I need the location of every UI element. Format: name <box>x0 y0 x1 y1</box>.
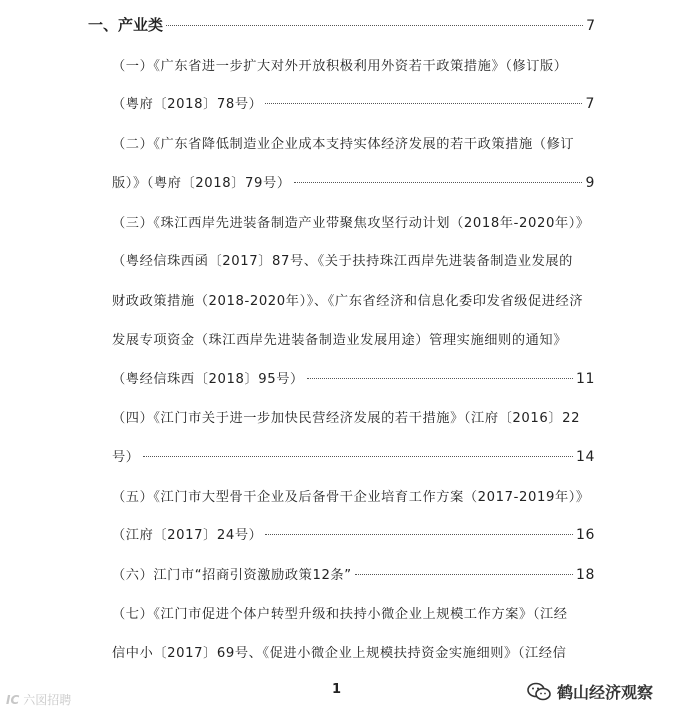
toc-page-number: 9 <box>585 175 595 191</box>
page-number: 1 <box>331 682 342 697</box>
dot-leader <box>265 534 573 535</box>
toc-entry-line[interactable]: （四）《江门市关于进一步加快民营经济发展的若干措施》（江府〔2016〕22 <box>112 411 581 426</box>
account-watermark <box>527 680 653 703</box>
source-watermark <box>6 691 71 708</box>
toc-heading[interactable] <box>88 14 595 35</box>
toc-entry-line[interactable]: 信中小〔2017〕69号、《促进小微企业上规模扶持资金实施细则》（江经信 <box>112 646 567 661</box>
wechat-icon <box>527 682 551 702</box>
toc-entry-line[interactable]: （六）江门市“招商引资激励政策12条” 18 <box>112 567 595 583</box>
toc-entry-line[interactable]: 财政政策措施（2018-2020年）》、《广东省经济和信息化委印发省级促进经济 <box>112 294 584 309</box>
dot-leader <box>166 25 583 26</box>
toc-entry-line[interactable]: （五）《江门市大型骨干企业及后备骨干企业培育工作方案（2017-2019年）》 <box>112 490 590 505</box>
toc-heading-page: 7 <box>586 18 595 34</box>
toc-page-number: 11 <box>575 371 595 387</box>
toc-entry-line[interactable]: 号） 14 <box>112 449 595 465</box>
dot-leader <box>143 456 573 457</box>
toc-entry-line[interactable]: （粤经信珠西函〔2017〕87号、《关于扶持珠江西岸先进装备制造业发展的 <box>112 254 573 269</box>
watermark-text: 六図招聘 <box>23 693 72 707</box>
toc-entry-line[interactable]: 发展专项资金（珠江西岸先进装备制造业发展用途）管理实施细则的通知》 <box>112 333 567 348</box>
toc-heading-title: 一、产业类 <box>88 16 164 34</box>
toc-page-number: 14 <box>575 449 595 465</box>
toc-entry-line[interactable]: （二）《广东省降低制造业企业成本支持实体经济发展的若干政策措施（修订 <box>112 137 575 152</box>
toc-page-number: 16 <box>575 527 595 543</box>
toc-entry-line[interactable]: （粤府〔2018〕78号） 7 <box>112 96 595 112</box>
toc-entry-line[interactable]: （粤经信珠西〔2018〕95号） 11 <box>112 371 595 387</box>
toc-entry-line[interactable]: （一）《广东省进一步扩大对外开放积极利用外资若干政策措施》（修订版） <box>112 59 568 74</box>
account-name: 鹤山经济观察 <box>556 683 653 702</box>
dot-leader <box>355 574 573 575</box>
toc-page-number: 7 <box>585 96 595 112</box>
watermark-logo-mark: IC <box>6 692 20 707</box>
toc-entry-line[interactable]: （三）《珠江西岸先进装备制造产业带聚焦攻坚行动计划（2018年-2020年）》 <box>112 216 590 231</box>
dot-leader <box>307 378 573 379</box>
dot-leader <box>294 182 583 183</box>
toc-page-number: 18 <box>575 567 595 583</box>
toc-entry-line[interactable]: （江府〔2017〕24号） 16 <box>112 527 595 543</box>
toc-entry-line[interactable]: 版）》（粤府〔2018〕79号） 9 <box>112 175 595 191</box>
toc-entry-line[interactable]: （七）《江门市促进个体户转型升级和扶持小微企业上规模工作方案》（江经 <box>112 607 568 622</box>
dot-leader <box>265 103 582 104</box>
